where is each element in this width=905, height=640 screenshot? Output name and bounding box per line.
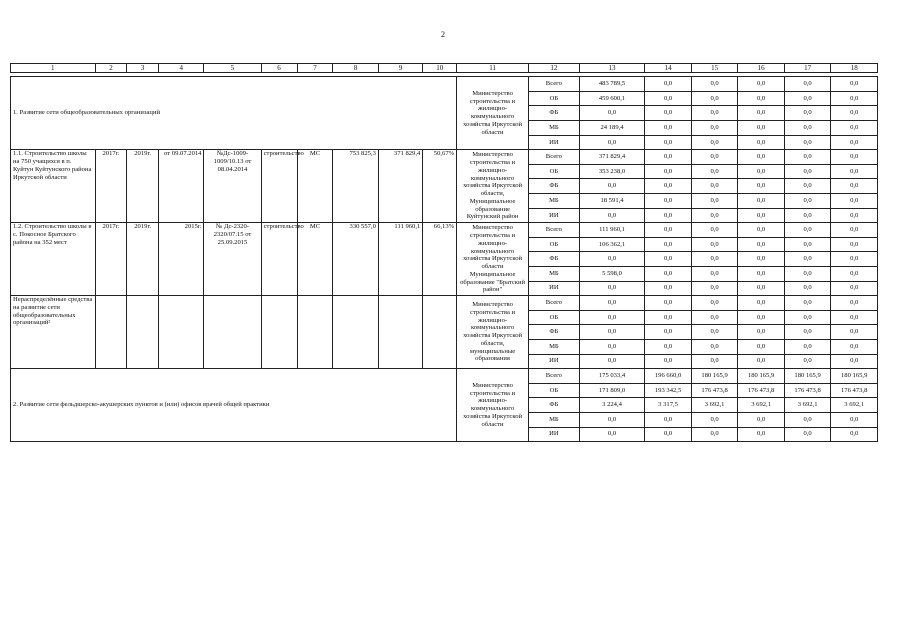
empty-cell bbox=[95, 296, 127, 369]
amount-cell: 0,0 bbox=[831, 427, 878, 442]
readiness-percent: 50,67% bbox=[423, 150, 457, 223]
executor: Министерство строительства и жилищно-коммунального хозяйства Иркутской области, Муниципальное образование Куйтунский район bbox=[457, 150, 529, 223]
col-num: 6 bbox=[261, 64, 297, 73]
amount-cell: 0,0 bbox=[645, 135, 692, 150]
amount-cell: 176 473,8 bbox=[784, 383, 831, 398]
col-num: 12 bbox=[529, 64, 580, 73]
amount-cell: 0,0 bbox=[784, 106, 831, 121]
amount-cell: 0,0 bbox=[738, 135, 785, 150]
amount-cell: 0,0 bbox=[784, 325, 831, 340]
funding-source: ИИ bbox=[529, 427, 580, 442]
amount-cell: 3 224,4 bbox=[579, 398, 645, 413]
executor: Министерство строительства и жилищно-коммунального хозяйства Иркутской области Муниципальное образование "Братский район" bbox=[457, 223, 529, 296]
amount-cell: 0,0 bbox=[579, 179, 645, 194]
funding-source: ИИ bbox=[529, 208, 580, 223]
amount-cell: 0,0 bbox=[645, 150, 692, 165]
amount-cell: 0,0 bbox=[831, 252, 878, 267]
col-num: 17 bbox=[784, 64, 831, 73]
amount-cell: 0,0 bbox=[831, 208, 878, 223]
amount-cell: 0,0 bbox=[691, 208, 738, 223]
amount-cell: 0,0 bbox=[831, 325, 878, 340]
amount-cell: 0,0 bbox=[645, 412, 692, 427]
amount-cell: 0,0 bbox=[738, 208, 785, 223]
executor: Министерство строительства и жилищно-коммунального хозяйства Иркутской области bbox=[457, 77, 529, 150]
amount-cell: 196 660,0 bbox=[645, 369, 692, 384]
end-year: 2019г. bbox=[127, 150, 159, 223]
funding-source: Всего bbox=[529, 150, 580, 165]
amount-cell: 3 692,1 bbox=[831, 398, 878, 413]
amount-cell: 18 591,4 bbox=[579, 194, 645, 209]
amount-cell: 176 473,8 bbox=[691, 383, 738, 398]
amount-cell: 193 342,5 bbox=[645, 383, 692, 398]
amount-cell: 0,0 bbox=[579, 296, 645, 311]
amount-cell: 0,0 bbox=[691, 339, 738, 354]
amount-cell: 0,0 bbox=[691, 412, 738, 427]
amount-cell: 0,0 bbox=[738, 106, 785, 121]
object-name: 1.2. Строительство школы в с. Покосное Братского района на 352 мест bbox=[11, 223, 96, 296]
approval-date: 2015г. bbox=[159, 223, 204, 296]
funding-source: ОБ bbox=[529, 237, 580, 252]
amount-cell: 0,0 bbox=[738, 237, 785, 252]
amount-cell: 0,0 bbox=[579, 310, 645, 325]
amount-cell: 0,0 bbox=[738, 223, 785, 238]
approval-date: от 09.07.2014 bbox=[159, 150, 204, 223]
amount-cell: 3 692,1 bbox=[784, 398, 831, 413]
empty-cell bbox=[159, 296, 204, 369]
amount-cell: 0,0 bbox=[691, 310, 738, 325]
amount-cell: 0,0 bbox=[831, 150, 878, 165]
amount-cell: 0,0 bbox=[738, 91, 785, 106]
amount-cell: 0,0 bbox=[784, 121, 831, 136]
amount-cell: 0,0 bbox=[691, 106, 738, 121]
amount-cell: 0,0 bbox=[784, 412, 831, 427]
amount-cell: 180 165,9 bbox=[784, 369, 831, 384]
amount-cell: 0,0 bbox=[645, 252, 692, 267]
amount-cell: 0,0 bbox=[784, 91, 831, 106]
amount-cell: 0,0 bbox=[831, 354, 878, 369]
funding-source: ИИ bbox=[529, 281, 580, 296]
funding-source: ИИ bbox=[529, 135, 580, 150]
amount-cell: 0,0 bbox=[645, 77, 692, 92]
amount-cell: 0,0 bbox=[691, 281, 738, 296]
amount-cell: 0,0 bbox=[784, 77, 831, 92]
amount-cell: 0,0 bbox=[831, 223, 878, 238]
amount-cell: 0,0 bbox=[784, 281, 831, 296]
amount-cell: 0,0 bbox=[691, 427, 738, 442]
funding-source: ИИ bbox=[529, 354, 580, 369]
amount-cell: 0,0 bbox=[784, 252, 831, 267]
amount-cell: 0,0 bbox=[691, 164, 738, 179]
amount-cell: 3 692,1 bbox=[738, 398, 785, 413]
col-num: 13 bbox=[579, 64, 645, 73]
executor: Министерство строительства и жилищно-коммунального хозяйства Иркутской области, муниципальные образования bbox=[457, 296, 529, 369]
empty-cell bbox=[204, 296, 261, 369]
amount-cell: 0,0 bbox=[738, 77, 785, 92]
amount-cell: 0,0 bbox=[691, 135, 738, 150]
amount-cell: 0,0 bbox=[784, 194, 831, 209]
amount-cell: 0,0 bbox=[579, 106, 645, 121]
section-title: 2. Развитие сети фельдшерско-акушерских пунктов и (или) офисов врачей общей практики bbox=[11, 369, 457, 442]
amount-cell: 0,0 bbox=[784, 237, 831, 252]
table-row bbox=[11, 296, 878, 311]
amount-cell: 0,0 bbox=[691, 121, 738, 136]
expertise-conclusion: № Дс-2320-2320/07.15 от 25.09.2015 bbox=[204, 223, 261, 296]
amount-cell: 0,0 bbox=[691, 150, 738, 165]
amount-cell: 0,0 bbox=[738, 427, 785, 442]
col-num: 4 bbox=[159, 64, 204, 73]
amount-cell: 0,0 bbox=[831, 281, 878, 296]
funding-source: ОБ bbox=[529, 91, 580, 106]
funding-source: МБ bbox=[529, 339, 580, 354]
funding-source: Всего bbox=[529, 369, 580, 384]
amount-cell: 0,0 bbox=[738, 310, 785, 325]
amount-cell: 0,0 bbox=[738, 252, 785, 267]
amount-cell: 0,0 bbox=[579, 427, 645, 442]
amount-cell: 106 362,1 bbox=[579, 237, 645, 252]
funding-source: ФБ bbox=[529, 325, 580, 340]
amount-cell: 371 829,4 bbox=[579, 150, 645, 165]
col-num: 10 bbox=[423, 64, 457, 73]
amount-cell: 0,0 bbox=[784, 223, 831, 238]
table-row bbox=[11, 223, 878, 238]
amount-cell: 0,0 bbox=[645, 223, 692, 238]
amount-cell: 0,0 bbox=[691, 237, 738, 252]
remaining-cost: 111 960,1 bbox=[378, 223, 422, 296]
amount-cell: 0,0 bbox=[579, 412, 645, 427]
amount-cell: 0,0 bbox=[831, 266, 878, 281]
amount-cell: 0,0 bbox=[579, 281, 645, 296]
amount-cell: 0,0 bbox=[831, 135, 878, 150]
amount-cell: 24 189,4 bbox=[579, 121, 645, 136]
remaining-cost: 371 829,4 bbox=[378, 150, 422, 223]
amount-cell: 0,0 bbox=[691, 223, 738, 238]
amount-cell: 0,0 bbox=[738, 354, 785, 369]
amount-cell: 5 598,0 bbox=[579, 266, 645, 281]
table-row bbox=[11, 150, 878, 165]
col-num: 3 bbox=[127, 64, 159, 73]
amount-cell: 0,0 bbox=[738, 121, 785, 136]
amount-cell: 0,0 bbox=[784, 135, 831, 150]
amount-cell: 0,0 bbox=[831, 91, 878, 106]
amount-cell: 0,0 bbox=[645, 91, 692, 106]
funding-source: ФБ bbox=[529, 179, 580, 194]
amount-cell: 0,0 bbox=[691, 266, 738, 281]
amount-cell: 0,0 bbox=[645, 339, 692, 354]
amount-cell: 0,0 bbox=[738, 325, 785, 340]
amount-cell: 0,0 bbox=[738, 179, 785, 194]
funding-source: ОБ bbox=[529, 164, 580, 179]
amount-cell: 0,0 bbox=[645, 179, 692, 194]
amount-cell: 0,0 bbox=[784, 339, 831, 354]
estimated-cost: 753 825,3 bbox=[333, 150, 378, 223]
empty-cell bbox=[378, 296, 422, 369]
funding-source: Всего bbox=[529, 223, 580, 238]
empty-cell bbox=[333, 296, 378, 369]
funding-source: МБ bbox=[529, 266, 580, 281]
amount-cell: 175 033,4 bbox=[579, 369, 645, 384]
expertise-conclusion: №Дс-1009-1009/10.13 от 08.04.2014 bbox=[204, 150, 261, 223]
amount-cell: 0,0 bbox=[738, 281, 785, 296]
amount-cell: 0,0 bbox=[645, 354, 692, 369]
col-num: 16 bbox=[738, 64, 785, 73]
amount-cell: 0,0 bbox=[691, 91, 738, 106]
funding-source: МБ bbox=[529, 412, 580, 427]
empty-cell bbox=[297, 296, 333, 369]
amount-cell: 111 960,1 bbox=[579, 223, 645, 238]
amount-cell: 3 692,1 bbox=[691, 398, 738, 413]
amount-cell: 0,0 bbox=[784, 179, 831, 194]
amount-cell: 0,0 bbox=[645, 121, 692, 136]
funding-source: МБ bbox=[529, 121, 580, 136]
amount-cell: 0,0 bbox=[645, 208, 692, 223]
col-num: 7 bbox=[297, 64, 333, 73]
col-num: 11 bbox=[457, 64, 529, 73]
amount-cell: 0,0 bbox=[645, 310, 692, 325]
col-num: 2 bbox=[95, 64, 127, 73]
amount-cell: 0,0 bbox=[645, 164, 692, 179]
start-year: 2017г. bbox=[95, 223, 127, 296]
amount-cell: 0,0 bbox=[831, 296, 878, 311]
amount-cell: 0,0 bbox=[784, 150, 831, 165]
col-num: 5 bbox=[204, 64, 261, 73]
amount-cell: 176 473,8 bbox=[738, 383, 785, 398]
amount-cell: 0,0 bbox=[738, 150, 785, 165]
col-num: 18 bbox=[831, 64, 878, 73]
amount-cell: 0,0 bbox=[645, 427, 692, 442]
amount-cell: 0,0 bbox=[691, 194, 738, 209]
amount-cell: 0,0 bbox=[691, 354, 738, 369]
amount-cell: 0,0 bbox=[645, 237, 692, 252]
amount-cell: 0,0 bbox=[784, 296, 831, 311]
amount-cell: 0,0 bbox=[831, 77, 878, 92]
executor: Министерство строительства и жилищно-коммунального хозяйства Иркутской области bbox=[457, 369, 529, 442]
amount-cell: 176 473,8 bbox=[831, 383, 878, 398]
construction-type: строительство bbox=[261, 223, 297, 296]
amount-cell: 180 165,9 bbox=[738, 369, 785, 384]
amount-cell: 0,0 bbox=[831, 310, 878, 325]
amount-cell: 0,0 bbox=[579, 325, 645, 340]
construction-type: строительство bbox=[261, 150, 297, 223]
ownership-form: МС bbox=[297, 150, 333, 223]
readiness-percent: 66,13% bbox=[423, 223, 457, 296]
object-name: Нераспределённые средства на развитие сети общеобразовательных организаций² bbox=[11, 296, 96, 369]
amount-cell: 180 165,9 bbox=[831, 369, 878, 384]
col-num: 9 bbox=[378, 64, 422, 73]
amount-cell: 0,0 bbox=[645, 325, 692, 340]
amount-cell: 0,0 bbox=[738, 339, 785, 354]
empty-cell bbox=[261, 296, 297, 369]
amount-cell: 0,0 bbox=[691, 77, 738, 92]
amount-cell: 0,0 bbox=[691, 179, 738, 194]
amount-cell: 0,0 bbox=[831, 339, 878, 354]
amount-cell: 180 165,9 bbox=[691, 369, 738, 384]
section-title: 1. Развитие сети общеобразовательных организаций bbox=[11, 77, 457, 150]
amount-cell: 483 789,5 bbox=[579, 77, 645, 92]
amount-cell: 0,0 bbox=[738, 412, 785, 427]
amount-cell: 0,0 bbox=[645, 296, 692, 311]
col-num: 8 bbox=[333, 64, 378, 73]
funding-source: ФБ bbox=[529, 252, 580, 267]
table-row bbox=[11, 77, 878, 92]
amount-cell: 0,0 bbox=[831, 179, 878, 194]
amount-cell: 0,0 bbox=[738, 296, 785, 311]
funding-source: ФБ bbox=[529, 106, 580, 121]
start-year: 2017г. bbox=[95, 150, 127, 223]
col-num: 14 bbox=[645, 64, 692, 73]
funding-source: МБ bbox=[529, 194, 580, 209]
amount-cell: 0,0 bbox=[691, 325, 738, 340]
col-num: 15 bbox=[691, 64, 738, 73]
empty-cell bbox=[127, 296, 159, 369]
amount-cell: 0,0 bbox=[645, 281, 692, 296]
amount-cell: 0,0 bbox=[784, 266, 831, 281]
amount-cell: 0,0 bbox=[784, 310, 831, 325]
amount-cell: 0,0 bbox=[579, 339, 645, 354]
amount-cell: 0,0 bbox=[691, 252, 738, 267]
amount-cell: 0,0 bbox=[831, 164, 878, 179]
amount-cell: 0,0 bbox=[831, 194, 878, 209]
amount-cell: 459 600,1 bbox=[579, 91, 645, 106]
amount-cell: 0,0 bbox=[831, 106, 878, 121]
amount-cell: 0,0 bbox=[831, 237, 878, 252]
amount-cell: 3 317,5 bbox=[645, 398, 692, 413]
amount-cell: 0,0 bbox=[645, 194, 692, 209]
object-name: 1.1. Строительство школы на 750 учащихся в п. Куйтун Куйтунского района Иркутской области bbox=[11, 150, 96, 223]
amount-cell: 0,0 bbox=[579, 208, 645, 223]
funding-source: Всего bbox=[529, 77, 580, 92]
amount-cell: 0,0 bbox=[738, 164, 785, 179]
amount-cell: 171 809,0 bbox=[579, 383, 645, 398]
ownership-form: МС bbox=[297, 223, 333, 296]
end-year: 2019г. bbox=[127, 223, 159, 296]
page-number: 2 bbox=[441, 30, 445, 39]
amount-cell: 0,0 bbox=[579, 354, 645, 369]
financing-table bbox=[10, 63, 878, 442]
amount-cell: 0,0 bbox=[831, 412, 878, 427]
amount-cell: 0,0 bbox=[738, 194, 785, 209]
amount-cell: 353 238,0 bbox=[579, 164, 645, 179]
amount-cell: 0,0 bbox=[784, 208, 831, 223]
col-num: 1 bbox=[11, 64, 96, 73]
funding-source: ОБ bbox=[529, 310, 580, 325]
table-row bbox=[11, 369, 878, 384]
funding-source: ОБ bbox=[529, 383, 580, 398]
amount-cell: 0,0 bbox=[784, 354, 831, 369]
estimated-cost: 330 557,0 bbox=[333, 223, 378, 296]
amount-cell: 0,0 bbox=[784, 427, 831, 442]
amount-cell: 0,0 bbox=[645, 266, 692, 281]
funding-source: ФБ bbox=[529, 398, 580, 413]
amount-cell: 0,0 bbox=[738, 266, 785, 281]
funding-source: Всего bbox=[529, 296, 580, 311]
amount-cell: 0,0 bbox=[579, 135, 645, 150]
amount-cell: 0,0 bbox=[645, 106, 692, 121]
amount-cell: 0,0 bbox=[784, 164, 831, 179]
amount-cell: 0,0 bbox=[691, 296, 738, 311]
column-numbers-row bbox=[11, 64, 878, 73]
empty-cell bbox=[423, 296, 457, 369]
amount-cell: 0,0 bbox=[831, 121, 878, 136]
amount-cell: 0,0 bbox=[579, 252, 645, 267]
